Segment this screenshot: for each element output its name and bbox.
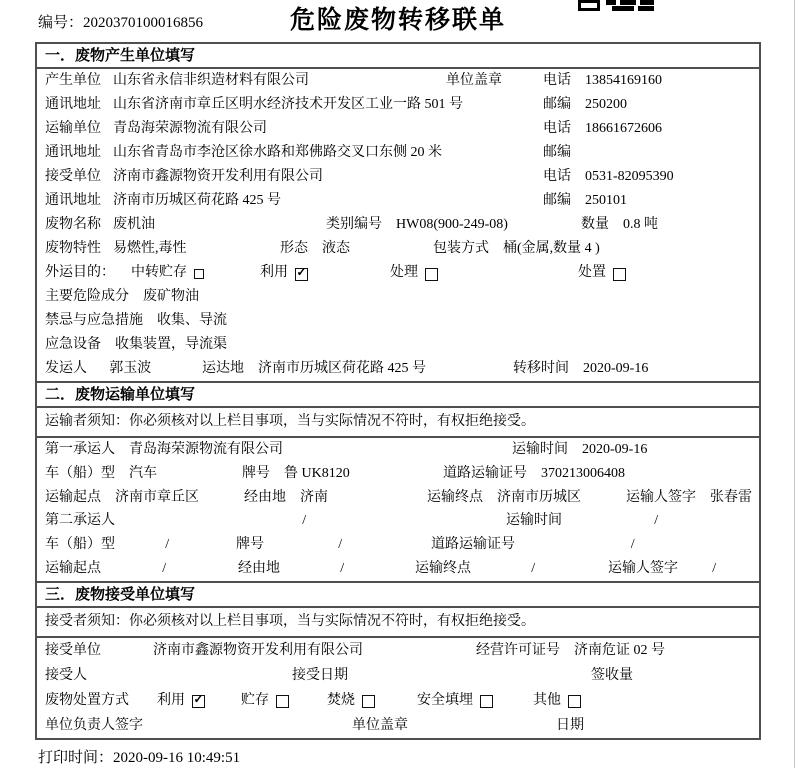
- qr-block: [612, 6, 634, 11]
- category-field: HW08(900-249-08): [390, 213, 567, 237]
- plate2-field: /: [272, 533, 415, 557]
- unit-seal-label: 单位盖章: [446, 73, 502, 88]
- route-via1-field: 济南: [294, 486, 415, 510]
- row-producer-address: [37, 93, 759, 117]
- producer-value-field: 山东省永信非织造材料有限公司: [107, 69, 418, 93]
- row-emergency-measures: [37, 309, 759, 333]
- row-vehicle2: [37, 533, 759, 557]
- road-cert2-field: /: [523, 533, 749, 557]
- route-via-label: 经由地: [238, 560, 280, 576]
- route-start2-field: /: [109, 557, 226, 581]
- receiving-unit-field: 济南市鑫源物资开发利用有限公司: [147, 638, 464, 663]
- checkbox-checked-icon: [295, 268, 308, 281]
- property-label: 废物特性: [45, 241, 101, 256]
- carrier1-label: 第一承运人: [45, 442, 115, 457]
- checkbox-icon: [613, 268, 626, 281]
- checkbox-icon: [568, 695, 581, 708]
- plate-label: 牌号: [236, 537, 264, 553]
- carrier-sign-label: 运输人签字: [626, 489, 696, 505]
- qr-block: [620, 0, 636, 5]
- receiver-label: 接受单位: [45, 169, 101, 184]
- page-edge-divider: [794, 0, 795, 768]
- license-label: 经营许可证号: [476, 642, 560, 658]
- row-transporter-address: [37, 141, 759, 165]
- row-producer: [37, 69, 759, 93]
- transport-time-label: 运输时间: [512, 442, 568, 457]
- row-route2: [37, 557, 759, 581]
- manager-sign-label: 单位负责人签字: [45, 717, 143, 733]
- qr-block: [638, 6, 654, 11]
- sign-date-label: 日期: [556, 717, 584, 733]
- hazard-field: 废矿物油: [137, 285, 749, 309]
- packing-label: 包装方式: [433, 241, 489, 256]
- accept-person-label: 接受人: [45, 667, 87, 683]
- producer-label: 产生单位: [45, 73, 101, 88]
- row-first-carrier: [37, 438, 759, 462]
- row-disposal-method: [37, 688, 759, 713]
- purpose-label: 外运目的：: [45, 265, 115, 280]
- serial-value: 2020370100016856: [83, 15, 204, 31]
- vehicle-type-label: 车（船）型: [45, 537, 115, 553]
- zip-label: 邮编: [543, 97, 571, 112]
- row-hazard-component: [37, 285, 759, 309]
- quantity-field: 0.8 吨: [617, 213, 749, 237]
- accept-person-field: [145, 663, 266, 688]
- emergency-field: 收集、导流: [151, 309, 749, 333]
- manager-sign-field: [205, 713, 332, 738]
- disposal-option-label: 焚烧: [327, 692, 355, 708]
- checkbox-checked-icon: [192, 695, 205, 708]
- row-signoff: [37, 713, 759, 738]
- row-second-carrier: [37, 509, 759, 533]
- destination-field: 济南市历城区荷花路 425 号: [252, 357, 487, 381]
- transporter-notice: 运输者须知：你必须核对以上栏目事项，当与实际情况不符时，有权拒绝接受。: [37, 408, 759, 438]
- row-transfer-purpose: [37, 261, 759, 285]
- receiver-address-field: 济南市历城区荷花路 425 号: [107, 189, 537, 213]
- packing-field: 桶(金属,数量 4 ): [497, 237, 674, 261]
- equipment-field: 收集装置，导流渠: [109, 333, 749, 357]
- transporter-value-field: 青岛海荣源物流有限公司: [107, 117, 537, 141]
- row-acceptance: [37, 663, 759, 688]
- route-end-label: 运输终点: [427, 489, 483, 505]
- transporter-phone-field: 18661672606: [579, 117, 749, 141]
- receiving-unit-label: 接受单位: [45, 642, 101, 658]
- route-via-label: 经由地: [244, 489, 286, 505]
- address-label: 通讯地址: [45, 145, 101, 160]
- address-label: 通讯地址: [45, 193, 101, 208]
- property-field: 易燃性,毒性: [107, 237, 262, 261]
- qr-block: [606, 0, 616, 5]
- producer-address-field: 山东省济南市章丘区明水经济技术开发区工业一路 501 号: [107, 93, 537, 117]
- qr-block: [640, 0, 654, 5]
- checkbox-icon: [276, 695, 289, 708]
- purpose-option-label: 中转贮存: [131, 265, 187, 280]
- accept-date-field: [362, 663, 567, 688]
- disposal-option-label: 贮存: [241, 692, 269, 708]
- row-left-segment: [45, 165, 543, 189]
- carrier1-field: 青岛海荣源物流有限公司: [123, 438, 498, 462]
- row-waste-property: [37, 237, 759, 261]
- received-amount-label: 签收量: [591, 667, 633, 683]
- receiver-notice: 接受者须知：你必须核对以上栏目事项，当与实际情况不符时，有权拒绝接受。: [37, 608, 759, 638]
- phone-label: 电话: [543, 169, 571, 184]
- row-receiver-address: [37, 189, 759, 213]
- print-time-label: 打印时间：: [38, 750, 114, 766]
- receiver-value-field: 济南市鑫源物资开发利用有限公司: [107, 165, 537, 189]
- transport-time-label: 运输时间: [506, 513, 562, 529]
- section-producer: [37, 44, 759, 381]
- quantity-label: 数量: [581, 217, 609, 232]
- route-start-label: 运输起点: [45, 489, 101, 505]
- purpose-option-label: 利用: [260, 265, 288, 280]
- row-receiver: [37, 165, 759, 189]
- form-field: 液态: [316, 237, 415, 261]
- producer-phone-field: 13854169160: [579, 69, 749, 93]
- receiver-phone-field: 0531-82095390: [579, 165, 749, 189]
- section3-title: 三．废物接受单位填写: [37, 583, 759, 608]
- carrier2-field: /: [123, 509, 492, 533]
- disposal-option-label: 安全填埋: [417, 692, 473, 708]
- serial-label: 编号：: [38, 15, 84, 31]
- plate1-field: 鲁 UK8120: [278, 462, 427, 486]
- print-time-line: [38, 746, 240, 767]
- zip-label: 邮编: [543, 193, 571, 208]
- carrier2-label: 第二承运人: [45, 513, 115, 529]
- shipper-label: 发运人: [45, 361, 87, 376]
- row-vehicle1: [37, 462, 759, 486]
- row-receiving-unit: [37, 638, 759, 663]
- checkbox-icon: [194, 269, 204, 279]
- zip-label: 邮编: [543, 145, 571, 160]
- row-transporter: [37, 117, 759, 141]
- purpose-option-label: 处置: [578, 265, 606, 280]
- checkbox-icon: [362, 695, 375, 708]
- route-via2-field: /: [288, 557, 403, 581]
- destination-label: 运达地: [202, 361, 244, 376]
- vehicle-type2-field: /: [123, 533, 218, 557]
- phone-label: 电话: [543, 73, 571, 88]
- section1-title: 一．废物产生单位填写: [37, 44, 759, 69]
- row-left-segment: [45, 189, 543, 213]
- carrier-sign-label: 运输人签字: [608, 560, 678, 576]
- route-end2-field: /: [479, 557, 594, 581]
- route-end1-field: 济南市历城区: [491, 486, 612, 510]
- transfer-date-field: 2020-09-16: [577, 357, 749, 381]
- vehicle-type1-field: 汽车: [123, 462, 224, 486]
- document-header: [0, 0, 796, 42]
- road-cert1-field: 370213006408: [535, 462, 749, 486]
- route-start-label: 运输起点: [45, 560, 101, 576]
- received-amount-field: [647, 663, 749, 688]
- page-title: 危险废物转移联单: [289, 6, 506, 34]
- carrier-sign1-field: 张春雷: [704, 486, 759, 510]
- row-left-segment: [45, 117, 543, 141]
- transporter-address-field: 山东省青岛市李沧区徐水路和郑佛路交叉口东侧 20 米: [107, 141, 537, 165]
- disposal-option-label: 利用: [157, 692, 185, 708]
- category-label: 类别编号: [326, 217, 382, 232]
- road-cert-label: 道路运输证号: [443, 465, 527, 481]
- checkbox-icon: [425, 268, 438, 281]
- qr-block: [578, 0, 600, 11]
- transporter-label: 运输单位: [45, 121, 101, 136]
- vehicle-type-label: 车（船）型: [45, 465, 115, 481]
- checkbox-icon: [480, 695, 493, 708]
- print-time-value: 2020-09-16 10:49:51: [113, 750, 241, 766]
- route-end-label: 运输终点: [415, 560, 471, 576]
- row-dispatch: [37, 357, 759, 381]
- disposal-option-label: 其他: [533, 692, 561, 708]
- row-left-segment: [45, 93, 543, 117]
- row-route1: [37, 486, 759, 510]
- disposal-label: 废物处置方式: [45, 692, 129, 708]
- license-field: 济南危证 02 号: [568, 638, 749, 663]
- row-left-segment: [45, 69, 543, 93]
- row-waste-name: [37, 213, 759, 237]
- plate-label: 牌号: [242, 465, 270, 481]
- waste-name-field: 废机油: [107, 213, 312, 237]
- equipment-label: 应急设备: [45, 337, 101, 352]
- transporter-zip-field: [579, 141, 749, 165]
- accept-date-label: 接受日期: [292, 667, 348, 683]
- road-cert-label: 道路运输证号: [431, 537, 515, 553]
- form-label: 形态: [280, 241, 308, 256]
- producer-zip-field: 250200: [579, 93, 749, 117]
- row-emergency-equipment: [37, 333, 759, 357]
- waste-name-label: 废物名称: [45, 217, 101, 232]
- route-start1-field: 济南市章丘区: [109, 486, 232, 510]
- hazard-label: 主要危险成分: [45, 289, 129, 304]
- section-receiver: [37, 581, 759, 738]
- transport-time2-field: /: [570, 509, 749, 533]
- section-transporter: [37, 381, 759, 581]
- shipper-field: 郭玉波: [97, 357, 170, 381]
- sign-date-field: [594, 713, 749, 738]
- phone-label: 电话: [543, 121, 571, 136]
- carrier-sign2-field: /: [686, 557, 749, 581]
- receiver-zip-field: 250101: [579, 189, 749, 213]
- transfer-form-table: [35, 42, 761, 740]
- purpose-option-label: 处理: [390, 265, 418, 280]
- transfer-date-label: 转移时间: [513, 361, 569, 376]
- emergency-label: 禁忌与应急措施: [45, 313, 143, 328]
- unit-seal-label: 单位盖章: [352, 717, 408, 733]
- section2-title: 二．废物运输单位填写: [37, 383, 759, 408]
- address-label: 通讯地址: [45, 97, 101, 112]
- transport-time1-field: 2020-09-16: [576, 438, 749, 462]
- qr-code-fragment-icon: [578, 0, 654, 11]
- row-left-segment: [45, 141, 543, 165]
